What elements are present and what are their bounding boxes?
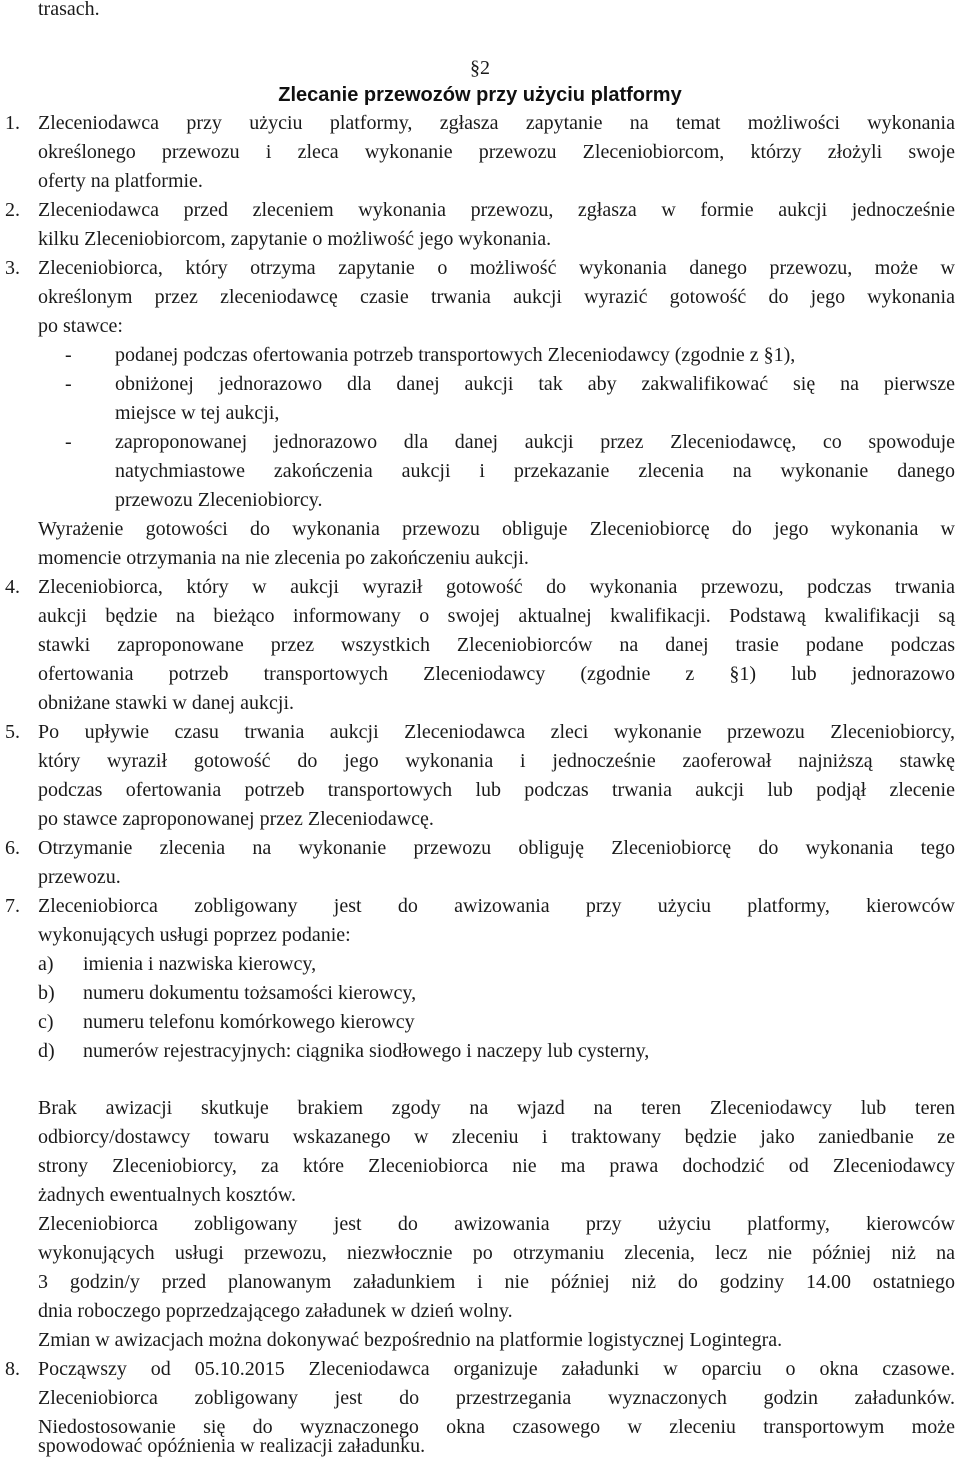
item-3-closing-line: momencie otrzymania na nie zlecenia po zakończeniu aukcji.	[38, 547, 529, 569]
bullet-1-line: podanej podczas ofertowania potrzeb transportowych Zleceniodawcy (zgodnie z §1),	[115, 344, 796, 366]
item-number-1: 1.	[5, 112, 20, 134]
item-5-line: który wyraził gotowość do jego wykonania i jednocześnie zaoferował najniższą stawkę	[38, 750, 955, 772]
item-number-6: 6.	[5, 837, 20, 859]
item-4-line: stawki zaproponowane przez wszystkich Zleceniobiorców na danej trasie podane podczas	[38, 634, 955, 656]
letter-mark-c: c)	[38, 1011, 54, 1033]
bullet-3-line: przewozu Zleceniobiorcy.	[115, 489, 323, 511]
letter-mark-a: a)	[38, 953, 54, 975]
item-number-5: 5.	[5, 721, 20, 743]
letter-mark-b: b)	[38, 982, 55, 1004]
letter-mark-d: d)	[38, 1040, 55, 1062]
item-1-line: oferty na platformie.	[38, 170, 203, 192]
item-2-line: Zleceniodawca przed zleceniem wykonania przewozu, zgłasza w formie aukcji jednocześnie	[38, 199, 955, 221]
item-8-line: Zleceniobiorca zobligowany jest do przestrzegania wyznaczonych godzin załadunków.	[38, 1387, 955, 1409]
item-1-line: Zleceniodawca przy użyciu platformy, zgłasza zapytanie na temat możliwości wykonania	[38, 112, 955, 134]
item-5-line: Po upływie czasu trwania aukcji Zleceniodawca zleci wykonanie przewozu Zleceniobiorcy,	[38, 721, 955, 743]
item-3-line: określonym przez zleceniodawcę czasie trwania aukcji wyrazić gotowość do jego wykonania	[38, 286, 955, 308]
item-1-line: określonego przewozu i zleca wykonanie przewozu Zleceniobiorcom, którzy złożyli swoje	[38, 141, 955, 163]
item-7-paragraph-1: żadnych ewentualnych kosztów.	[38, 1184, 297, 1206]
bullet-dash: -	[65, 373, 72, 395]
item-number-2: 2.	[5, 199, 20, 221]
item-5-line: podczas ofertowania potrzeb transportowych lub podczas trwania aukcji lub podjął zlecenie	[38, 779, 955, 801]
item-7-paragraph-2: dnia roboczego poprzedzającego załadunek w dzień wolny.	[38, 1300, 513, 1322]
item-6-line: Otrzymanie zlecenia na wykonanie przewozu obliguję Zleceniobiorcę do wykonania tego	[38, 837, 955, 859]
item-7-paragraph-1: Brak awizacji skutkuje brakiem zgody na wjazd na teren Zleceniodawcy lub teren	[38, 1097, 955, 1119]
bullet-2-line: miejsce w tej aukcji,	[115, 402, 280, 424]
item-4-line: ofertowania potrzeb transportowych Zleceniodawcy (zgodnie z §1) lub jednorazowo	[38, 663, 955, 685]
item-7-paragraph-2: wykonujących usługi przewozu, niezwłocznie po otrzymaniu zlecenia, lecz nie później niż na	[38, 1242, 955, 1264]
item-number-7: 7.	[5, 895, 20, 917]
item-7-line: wykonujących usługi poprzez podanie:	[38, 924, 351, 946]
item-2-line: kilku Zleceniobiorcom, zapytanie o możliwość jego wykonania.	[38, 228, 552, 250]
item-4-line: Zleceniobiorca, który w aukcji wyraził gotowość do wykonania przewozu, podczas trwania	[38, 576, 955, 598]
item-7-paragraph-2: Zleceniobiorca zobligowany jest do awizowania przy użyciu platformy, kierowców	[38, 1213, 955, 1235]
bullet-3-line: zaproponowanej jednorazowo dla danej aukcji przez Zleceniodawcę, co spowoduje	[115, 431, 955, 453]
section-sign: §2	[470, 57, 490, 79]
item-8-line: spowodować opóźnienia w realizacji załadunku.	[38, 1435, 426, 1457]
item-number-4: 4.	[5, 576, 20, 598]
letter-item-c: numeru telefonu komórkowego kierowcy	[83, 1011, 415, 1033]
bullet-3-line: natychmiastowe zakończenia aukcji i przekazanie zlecenia na wykonanie danego	[115, 460, 955, 482]
letter-item-b: numeru dokumentu tożsamości kierowcy,	[83, 982, 417, 1004]
item-3-line: po stawce:	[38, 315, 123, 337]
item-7-paragraph-3: Zmian w awizacjach można dokonywać bezpośrednio na platformie logistycznej Logintegra.	[38, 1329, 783, 1351]
item-8-line: Począwszy od 05.10.2015 Zleceniodawca organizuje załadunki w oparciu o okna czasowe.	[38, 1358, 955, 1380]
section-title: Zlecanie przewozów przy użyciu platformy	[278, 84, 682, 106]
item-7-line: Zleceniobiorca zobligowany jest do awizowania przy użyciu platformy, kierowców	[38, 895, 955, 917]
item-7-paragraph-2: 3 godzin/y przed planowanym załadunkiem i nie później niż do godziny 14.00 ostatniego	[38, 1271, 955, 1293]
previous-page-fragment: trasach.	[38, 0, 100, 20]
bullet-dash: -	[65, 344, 72, 366]
item-6-line: przewozu.	[38, 866, 121, 888]
item-7-paragraph-1: odbiorcy/dostawcy towaru wskazanego w zleceniu i traktowany będzie jako zaniedbanie ze	[38, 1126, 955, 1148]
item-number-3: 3.	[5, 257, 20, 279]
item-4-line: aukcji będzie na bieżąco informowany o swojej aktualnej kwalifikacji. Podstawą kwalifikacji są	[38, 605, 955, 627]
item-5-line: po stawce zaproponowanej przez Zleceniodawcę.	[38, 808, 434, 830]
item-3-line: Zleceniobiorca, który otrzyma zapytanie o możliwość wykonania danego przewozu, może w	[38, 257, 955, 279]
item-8-line: Niedostosowanie się do wyznaczonego okna czasowego w zleceniu transportowym może	[38, 1416, 955, 1438]
item-3-closing-line: Wyrażenie gotowości do wykonania przewozu obliguje Zleceniobiorcę do jego wykonania w	[38, 518, 955, 540]
bullet-dash: -	[65, 431, 72, 453]
item-4-line: obniżane stawki w danej aukcji.	[38, 692, 295, 714]
letter-item-d: numerów rejestracyjnych: ciągnika siodłowego i naczepy lub cysterny,	[83, 1040, 650, 1062]
item-7-paragraph-1: strony Zleceniobiorcy, za które Zleceniobiorca nie ma prawa dochodzić od Zleceniodawcy	[38, 1155, 955, 1177]
item-number-8: 8.	[5, 1358, 20, 1380]
bullet-2-line: obniżonej jednorazowo dla danej aukcji tak aby zakwalifikować się na pierwsze	[115, 373, 955, 395]
letter-item-a: imienia i nazwiska kierowcy,	[83, 953, 317, 975]
